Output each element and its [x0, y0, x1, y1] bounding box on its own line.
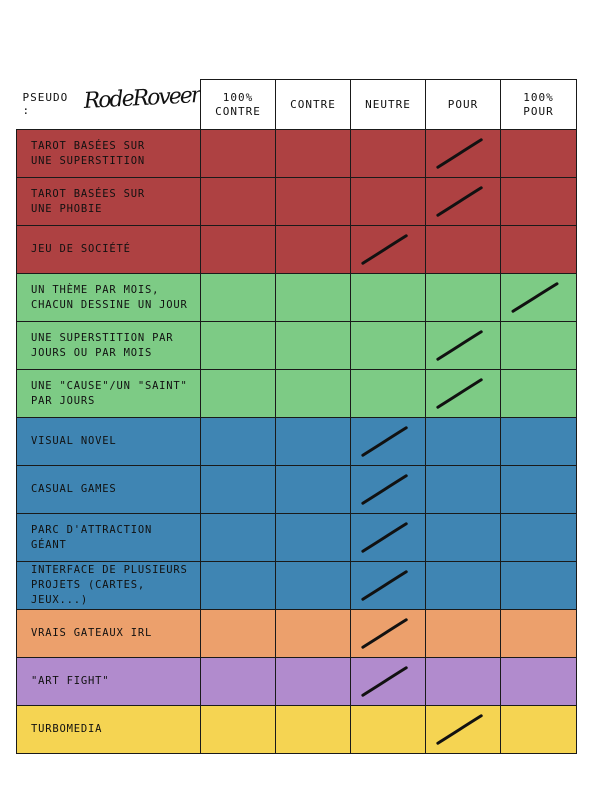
vote-checkmark-icon — [426, 322, 500, 369]
row-label — [17, 610, 201, 658]
vote-cell-pour[interactable] — [426, 178, 501, 226]
table-row — [17, 610, 577, 658]
vote-cell-contre[interactable] — [276, 610, 351, 658]
vote-cell-100-pour[interactable] — [501, 418, 577, 466]
vote-cell-100-contre[interactable] — [201, 226, 276, 274]
vote-stroke — [513, 284, 557, 311]
vote-cell-pour[interactable] — [426, 274, 501, 322]
vote-cell-pour[interactable] — [426, 466, 501, 514]
vote-cell-neutre[interactable] — [351, 610, 426, 658]
vote-cell-contre[interactable] — [276, 178, 351, 226]
row-label — [17, 562, 201, 610]
vote-cell-100-contre[interactable] — [201, 274, 276, 322]
vote-checkmark-icon — [351, 610, 425, 657]
vote-cell-100-contre[interactable] — [201, 178, 276, 226]
vote-cell-neutre[interactable] — [351, 706, 426, 754]
vote-cell-100-pour[interactable] — [501, 130, 577, 178]
vote-cell-neutre[interactable] — [351, 274, 426, 322]
vote-cell-neutre[interactable] — [351, 562, 426, 610]
vote-cell-100-contre[interactable] — [201, 706, 276, 754]
vote-cell-contre[interactable] — [276, 322, 351, 370]
vote-cell-contre[interactable] — [276, 514, 351, 562]
vote-cell-contre[interactable] — [276, 466, 351, 514]
vote-table — [16, 79, 577, 754]
vote-cell-100-contre[interactable] — [201, 322, 276, 370]
vote-cell-contre[interactable] — [276, 706, 351, 754]
row-label — [17, 658, 201, 706]
vote-cell-pour[interactable] — [426, 418, 501, 466]
vote-checkmark-icon — [426, 178, 500, 225]
vote-stroke — [438, 140, 481, 167]
column-header-contre: CONTRE — [276, 80, 351, 130]
table-row — [17, 322, 577, 370]
vote-checkmark-icon — [351, 562, 425, 609]
vote-stroke — [438, 380, 481, 407]
vote-stroke — [363, 524, 406, 551]
vote-stroke — [363, 236, 406, 263]
row-label-text: UNE SUPERSTITION PAR JOURS OU PAR MOIS — [31, 331, 174, 359]
row-label-text: PARC D'ATTRACTION GÉANT — [31, 523, 153, 551]
row-label — [17, 706, 201, 754]
row-label — [17, 514, 201, 562]
vote-cell-contre[interactable] — [276, 274, 351, 322]
column-header-pour: POUR — [426, 80, 501, 130]
row-label-text: INTERFACE DE PLUSIEURS PROJETS (CARTES, JEUX...) — [31, 564, 188, 606]
row-label-text: UNE "CAUSE"/UN "SAINT" PAR JOURS — [31, 379, 188, 407]
vote-cell-100-pour[interactable] — [501, 610, 577, 658]
vote-cell-pour[interactable] — [426, 610, 501, 658]
vote-cell-pour[interactable] — [426, 706, 501, 754]
pseudo-cell — [17, 80, 201, 130]
vote-cell-contre[interactable] — [276, 226, 351, 274]
row-label-text: CASUAL GAMES — [31, 483, 117, 495]
vote-cell-100-contre[interactable] — [201, 658, 276, 706]
vote-cell-pour[interactable] — [426, 370, 501, 418]
vote-cell-100-contre[interactable] — [201, 418, 276, 466]
vote-cell-100-pour[interactable] — [501, 370, 577, 418]
vote-cell-100-pour[interactable] — [501, 178, 577, 226]
vote-checkmark-icon — [426, 130, 500, 177]
row-label — [17, 178, 201, 226]
row-label-text: UN THÈME PAR MOIS, CHACUN DESSINE UN JOUR — [31, 283, 188, 311]
vote-checkmark-icon — [351, 514, 425, 561]
vote-cell-contre[interactable] — [276, 562, 351, 610]
vote-cell-pour[interactable] — [426, 658, 501, 706]
table-row — [17, 706, 577, 754]
vote-checkmark-icon — [501, 274, 576, 321]
table-row — [17, 370, 577, 418]
vote-stroke — [363, 476, 406, 503]
row-label-text: VISUAL NOVEL — [31, 435, 117, 447]
vote-cell-100-contre[interactable] — [201, 370, 276, 418]
vote-stroke — [438, 716, 481, 743]
column-header-neutre: NEUTRE — [351, 80, 426, 130]
vote-cell-100-contre[interactable] — [201, 610, 276, 658]
vote-cell-neutre[interactable] — [351, 658, 426, 706]
column-header-100-pour: 100% POUR — [501, 80, 577, 130]
table-row — [17, 226, 577, 274]
vote-stroke — [438, 332, 481, 359]
vote-cell-100-contre[interactable] — [201, 466, 276, 514]
row-label-text: "ART FIGHT" — [31, 675, 110, 687]
vote-stroke — [363, 572, 406, 599]
vote-cell-pour[interactable] — [426, 130, 501, 178]
vote-cell-100-pour[interactable] — [501, 226, 577, 274]
vote-cell-neutre[interactable] — [351, 226, 426, 274]
vote-cell-contre[interactable] — [276, 418, 351, 466]
vote-cell-100-pour[interactable] — [501, 274, 577, 322]
table-row — [17, 562, 577, 610]
row-label — [17, 466, 201, 514]
vote-cell-neutre[interactable] — [351, 178, 426, 226]
column-header-100-contre: 100% CONTRE — [201, 80, 276, 130]
row-label — [17, 370, 201, 418]
vote-cell-100-pour[interactable] — [501, 706, 577, 754]
table-row — [17, 274, 577, 322]
row-label-text: TURBOMEDIA — [31, 723, 103, 735]
vote-cell-neutre[interactable] — [351, 130, 426, 178]
vote-stroke — [438, 188, 481, 215]
table-row — [17, 466, 577, 514]
vote-cell-neutre[interactable] — [351, 418, 426, 466]
pseudo-label: PSEUDO : — [22, 91, 69, 118]
vote-checkmark-icon — [426, 706, 500, 753]
row-label-text: TAROT BASÉES SUR UNE PHOBIE — [31, 187, 145, 215]
vote-cell-neutre[interactable] — [351, 466, 426, 514]
vote-checkmark-icon — [351, 226, 425, 273]
vote-cell-contre[interactable] — [276, 658, 351, 706]
vote-cell-pour[interactable] — [426, 562, 501, 610]
table-row — [17, 658, 577, 706]
vote-checkmark-icon — [351, 418, 425, 465]
vote-cell-pour[interactable] — [426, 226, 501, 274]
vote-cell-neutre[interactable] — [351, 370, 426, 418]
vote-cell-contre[interactable] — [276, 370, 351, 418]
row-label — [17, 418, 201, 466]
vote-cell-neutre[interactable] — [351, 514, 426, 562]
row-label-text: VRAIS GATEAUX IRL — [31, 627, 153, 639]
table-row — [17, 130, 577, 178]
vote-cell-100-pour[interactable] — [501, 514, 577, 562]
row-label — [17, 226, 201, 274]
vote-cell-100-pour[interactable] — [501, 466, 577, 514]
vote-cell-100-contre[interactable] — [201, 130, 276, 178]
table-row — [17, 514, 577, 562]
table-row — [17, 418, 577, 466]
vote-checkmark-icon — [351, 658, 425, 705]
vote-stroke — [363, 428, 406, 455]
vote-cell-100-pour[interactable] — [501, 322, 577, 370]
vote-cell-contre[interactable] — [276, 130, 351, 178]
vote-cell-100-contre[interactable] — [201, 514, 276, 562]
vote-cell-pour[interactable] — [426, 514, 501, 562]
table-row — [17, 178, 577, 226]
row-label — [17, 130, 201, 178]
vote-checkmark-icon — [426, 370, 500, 417]
row-label-text: TAROT BASÉES SUR UNE SUPERSTITION — [31, 139, 145, 167]
header-row — [17, 80, 577, 130]
vote-stroke — [363, 668, 406, 695]
row-label — [17, 322, 201, 370]
vote-cell-100-pour[interactable] — [501, 562, 577, 610]
vote-stroke — [363, 620, 406, 647]
row-label-text: JEU DE SOCIÉTÉ — [31, 243, 131, 255]
vote-checkmark-icon — [351, 466, 425, 513]
vote-cell-100-contre[interactable] — [201, 562, 276, 610]
vote-cell-100-pour[interactable] — [501, 658, 577, 706]
vote-cell-pour[interactable] — [426, 322, 501, 370]
signature: RodeRoveer — [83, 82, 201, 114]
row-label — [17, 274, 201, 322]
vote-cell-neutre[interactable] — [351, 322, 426, 370]
